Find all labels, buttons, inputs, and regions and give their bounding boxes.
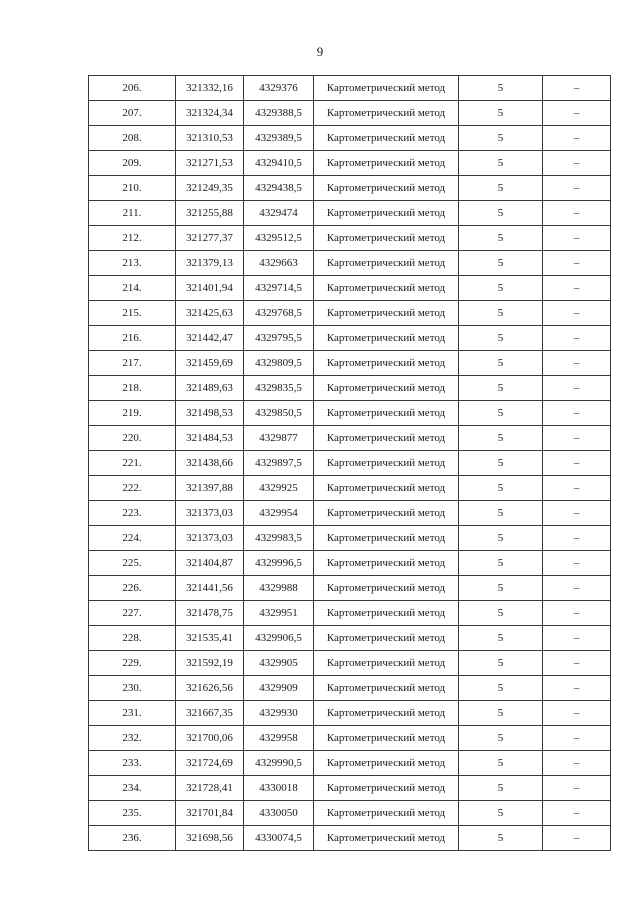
table-row <box>89 326 611 351</box>
description-cell: – <box>543 826 611 851</box>
x-coordinate-cell: 321535,41 <box>176 626 244 651</box>
point-number-cell: 228. <box>89 626 176 651</box>
point-number-cell: 224. <box>89 526 176 551</box>
table-row <box>89 101 611 126</box>
y-coordinate-cell: 4329996,5 <box>244 551 314 576</box>
method-cell: Картометрический метод <box>314 426 459 451</box>
accuracy-cell: 5 <box>459 726 543 751</box>
y-coordinate-cell: 4329988 <box>244 576 314 601</box>
table-row <box>89 726 611 751</box>
y-coordinate-cell: 4329906,5 <box>244 626 314 651</box>
y-coordinate-cell: 4329474 <box>244 201 314 226</box>
method-cell: Картометрический метод <box>314 651 459 676</box>
accuracy-cell: 5 <box>459 376 543 401</box>
accuracy-cell: 5 <box>459 751 543 776</box>
x-coordinate-cell: 321277,37 <box>176 226 244 251</box>
accuracy-cell: 5 <box>459 276 543 301</box>
coordinates-table-body <box>89 76 611 851</box>
description-cell: – <box>543 276 611 301</box>
table-row <box>89 526 611 551</box>
table-row <box>89 426 611 451</box>
method-cell: Картометрический метод <box>314 326 459 351</box>
description-cell: – <box>543 101 611 126</box>
table-row <box>89 576 611 601</box>
accuracy-cell: 5 <box>459 426 543 451</box>
table-row <box>89 476 611 501</box>
y-coordinate-cell: 4329809,5 <box>244 351 314 376</box>
table-row <box>89 676 611 701</box>
description-cell: – <box>543 451 611 476</box>
description-cell: – <box>543 701 611 726</box>
table-row <box>89 276 611 301</box>
y-coordinate-cell: 4329376 <box>244 76 314 101</box>
point-number-cell: 226. <box>89 576 176 601</box>
table-row <box>89 301 611 326</box>
point-number-cell: 213. <box>89 251 176 276</box>
y-coordinate-cell: 4329388,5 <box>244 101 314 126</box>
y-coordinate-cell: 4329410,5 <box>244 151 314 176</box>
accuracy-cell: 5 <box>459 451 543 476</box>
point-number-cell: 230. <box>89 676 176 701</box>
method-cell: Картометрический метод <box>314 676 459 701</box>
method-cell: Картометрический метод <box>314 451 459 476</box>
description-cell: – <box>543 601 611 626</box>
accuracy-cell: 5 <box>459 351 543 376</box>
description-cell: – <box>543 351 611 376</box>
point-number-cell: 216. <box>89 326 176 351</box>
point-number-cell: 236. <box>89 826 176 851</box>
x-coordinate-cell: 321438,66 <box>176 451 244 476</box>
description-cell: – <box>543 526 611 551</box>
table-row <box>89 701 611 726</box>
table-row <box>89 251 611 276</box>
method-cell: Картометрический метод <box>314 376 459 401</box>
y-coordinate-cell: 4329795,5 <box>244 326 314 351</box>
method-cell: Картометрический метод <box>314 201 459 226</box>
accuracy-cell: 5 <box>459 676 543 701</box>
y-coordinate-cell: 4329438,5 <box>244 176 314 201</box>
method-cell: Картометрический метод <box>314 801 459 826</box>
y-coordinate-cell: 4329663 <box>244 251 314 276</box>
x-coordinate-cell: 321667,35 <box>176 701 244 726</box>
description-cell: – <box>543 326 611 351</box>
description-cell: – <box>543 501 611 526</box>
point-number-cell: 206. <box>89 76 176 101</box>
accuracy-cell: 5 <box>459 776 543 801</box>
table-row <box>89 626 611 651</box>
table-row <box>89 226 611 251</box>
x-coordinate-cell: 321397,88 <box>176 476 244 501</box>
y-coordinate-cell: 4329954 <box>244 501 314 526</box>
y-coordinate-cell: 4330074,5 <box>244 826 314 851</box>
y-coordinate-cell: 4329990,5 <box>244 751 314 776</box>
x-coordinate-cell: 321379,13 <box>176 251 244 276</box>
description-cell: – <box>543 426 611 451</box>
accuracy-cell: 5 <box>459 651 543 676</box>
method-cell: Картометрический метод <box>314 76 459 101</box>
description-cell: – <box>543 651 611 676</box>
x-coordinate-cell: 321442,47 <box>176 326 244 351</box>
x-coordinate-cell: 321489,63 <box>176 376 244 401</box>
table-row <box>89 501 611 526</box>
table-row <box>89 151 611 176</box>
y-coordinate-cell: 4329877 <box>244 426 314 451</box>
accuracy-cell: 5 <box>459 201 543 226</box>
x-coordinate-cell: 321498,53 <box>176 401 244 426</box>
point-number-cell: 207. <box>89 101 176 126</box>
table-row <box>89 551 611 576</box>
point-number-cell: 212. <box>89 226 176 251</box>
table-row <box>89 751 611 776</box>
coordinates-table <box>88 75 611 851</box>
accuracy-cell: 5 <box>459 151 543 176</box>
point-number-cell: 217. <box>89 351 176 376</box>
point-number-cell: 233. <box>89 751 176 776</box>
method-cell: Картометрический метод <box>314 776 459 801</box>
accuracy-cell: 5 <box>459 126 543 151</box>
accuracy-cell: 5 <box>459 101 543 126</box>
table-row <box>89 176 611 201</box>
method-cell: Картометрический метод <box>314 626 459 651</box>
method-cell: Картометрический метод <box>314 576 459 601</box>
y-coordinate-cell: 4329512,5 <box>244 226 314 251</box>
point-number-cell: 227. <box>89 601 176 626</box>
method-cell: Картометрический метод <box>314 526 459 551</box>
description-cell: – <box>543 801 611 826</box>
table-row <box>89 76 611 101</box>
point-number-cell: 231. <box>89 701 176 726</box>
method-cell: Картометрический метод <box>314 601 459 626</box>
method-cell: Картометрический метод <box>314 826 459 851</box>
description-cell: – <box>543 726 611 751</box>
accuracy-cell: 5 <box>459 476 543 501</box>
x-coordinate-cell: 321324,34 <box>176 101 244 126</box>
point-number-cell: 210. <box>89 176 176 201</box>
description-cell: – <box>543 576 611 601</box>
method-cell: Картометрический метод <box>314 401 459 426</box>
table-row <box>89 351 611 376</box>
accuracy-cell: 5 <box>459 801 543 826</box>
point-number-cell: 209. <box>89 151 176 176</box>
accuracy-cell: 5 <box>459 526 543 551</box>
method-cell: Картометрический метод <box>314 501 459 526</box>
table-row <box>89 201 611 226</box>
accuracy-cell: 5 <box>459 701 543 726</box>
y-coordinate-cell: 4329958 <box>244 726 314 751</box>
x-coordinate-cell: 321271,53 <box>176 151 244 176</box>
y-coordinate-cell: 4329909 <box>244 676 314 701</box>
accuracy-cell: 5 <box>459 551 543 576</box>
accuracy-cell: 5 <box>459 401 543 426</box>
description-cell: – <box>543 76 611 101</box>
x-coordinate-cell: 321728,41 <box>176 776 244 801</box>
point-number-cell: 211. <box>89 201 176 226</box>
y-coordinate-cell: 4329925 <box>244 476 314 501</box>
description-cell: – <box>543 551 611 576</box>
method-cell: Картометрический метод <box>314 726 459 751</box>
x-coordinate-cell: 321441,56 <box>176 576 244 601</box>
description-cell: – <box>543 176 611 201</box>
page-number: 9 <box>316 44 324 59</box>
x-coordinate-cell: 321484,53 <box>176 426 244 451</box>
method-cell: Картометрический метод <box>314 351 459 376</box>
table-row <box>89 651 611 676</box>
accuracy-cell: 5 <box>459 576 543 601</box>
method-cell: Картометрический метод <box>314 751 459 776</box>
description-cell: – <box>543 201 611 226</box>
x-coordinate-cell: 321592,19 <box>176 651 244 676</box>
description-cell: – <box>543 401 611 426</box>
accuracy-cell: 5 <box>459 601 543 626</box>
accuracy-cell: 5 <box>459 626 543 651</box>
table-row <box>89 126 611 151</box>
accuracy-cell: 5 <box>459 301 543 326</box>
x-coordinate-cell: 321332,16 <box>176 76 244 101</box>
y-coordinate-cell: 4330018 <box>244 776 314 801</box>
description-cell: – <box>543 476 611 501</box>
x-coordinate-cell: 321478,75 <box>176 601 244 626</box>
x-coordinate-cell: 321698,56 <box>176 826 244 851</box>
point-number-cell: 235. <box>89 801 176 826</box>
method-cell: Картометрический метод <box>314 476 459 501</box>
point-number-cell: 229. <box>89 651 176 676</box>
description-cell: – <box>543 251 611 276</box>
x-coordinate-cell: 321724,69 <box>176 751 244 776</box>
method-cell: Картометрический метод <box>314 701 459 726</box>
y-coordinate-cell: 4330050 <box>244 801 314 826</box>
table-row <box>89 826 611 851</box>
accuracy-cell: 5 <box>459 826 543 851</box>
point-number-cell: 215. <box>89 301 176 326</box>
description-cell: – <box>543 751 611 776</box>
x-coordinate-cell: 321425,63 <box>176 301 244 326</box>
method-cell: Картометрический метод <box>314 176 459 201</box>
accuracy-cell: 5 <box>459 251 543 276</box>
point-number-cell: 220. <box>89 426 176 451</box>
x-coordinate-cell: 321249,35 <box>176 176 244 201</box>
y-coordinate-cell: 4329835,5 <box>244 376 314 401</box>
x-coordinate-cell: 321373,03 <box>176 501 244 526</box>
accuracy-cell: 5 <box>459 176 543 201</box>
table-row <box>89 376 611 401</box>
x-coordinate-cell: 321255,88 <box>176 201 244 226</box>
method-cell: Картометрический метод <box>314 551 459 576</box>
point-number-cell: 234. <box>89 776 176 801</box>
point-number-cell: 225. <box>89 551 176 576</box>
y-coordinate-cell: 4329930 <box>244 701 314 726</box>
method-cell: Картометрический метод <box>314 301 459 326</box>
point-number-cell: 222. <box>89 476 176 501</box>
method-cell: Картометрический метод <box>314 226 459 251</box>
y-coordinate-cell: 4329714,5 <box>244 276 314 301</box>
x-coordinate-cell: 321459,69 <box>176 351 244 376</box>
method-cell: Картометрический метод <box>314 151 459 176</box>
table-row <box>89 801 611 826</box>
description-cell: – <box>543 626 611 651</box>
point-number-cell: 232. <box>89 726 176 751</box>
accuracy-cell: 5 <box>459 226 543 251</box>
description-cell: – <box>543 151 611 176</box>
x-coordinate-cell: 321404,87 <box>176 551 244 576</box>
accuracy-cell: 5 <box>459 326 543 351</box>
table-row <box>89 776 611 801</box>
method-cell: Картометрический метод <box>314 126 459 151</box>
accuracy-cell: 5 <box>459 501 543 526</box>
x-coordinate-cell: 321701,84 <box>176 801 244 826</box>
description-cell: – <box>543 126 611 151</box>
x-coordinate-cell: 321401,94 <box>176 276 244 301</box>
table-row <box>89 451 611 476</box>
description-cell: – <box>543 676 611 701</box>
description-cell: – <box>543 776 611 801</box>
method-cell: Картометрический метод <box>314 101 459 126</box>
x-coordinate-cell: 321700,06 <box>176 726 244 751</box>
x-coordinate-cell: 321310,53 <box>176 126 244 151</box>
y-coordinate-cell: 4329983,5 <box>244 526 314 551</box>
y-coordinate-cell: 4329850,5 <box>244 401 314 426</box>
y-coordinate-cell: 4329768,5 <box>244 301 314 326</box>
table-row <box>89 401 611 426</box>
y-coordinate-cell: 4329389,5 <box>244 126 314 151</box>
point-number-cell: 208. <box>89 126 176 151</box>
point-number-cell: 219. <box>89 401 176 426</box>
x-coordinate-cell: 321373,03 <box>176 526 244 551</box>
description-cell: – <box>543 301 611 326</box>
method-cell: Картометрический метод <box>314 276 459 301</box>
y-coordinate-cell: 4329897,5 <box>244 451 314 476</box>
point-number-cell: 218. <box>89 376 176 401</box>
point-number-cell: 221. <box>89 451 176 476</box>
point-number-cell: 223. <box>89 501 176 526</box>
description-cell: – <box>543 376 611 401</box>
y-coordinate-cell: 4329951 <box>244 601 314 626</box>
y-coordinate-cell: 4329905 <box>244 651 314 676</box>
table-row <box>89 601 611 626</box>
accuracy-cell: 5 <box>459 76 543 101</box>
point-number-cell: 214. <box>89 276 176 301</box>
method-cell: Картометрический метод <box>314 251 459 276</box>
x-coordinate-cell: 321626,56 <box>176 676 244 701</box>
description-cell: – <box>543 226 611 251</box>
